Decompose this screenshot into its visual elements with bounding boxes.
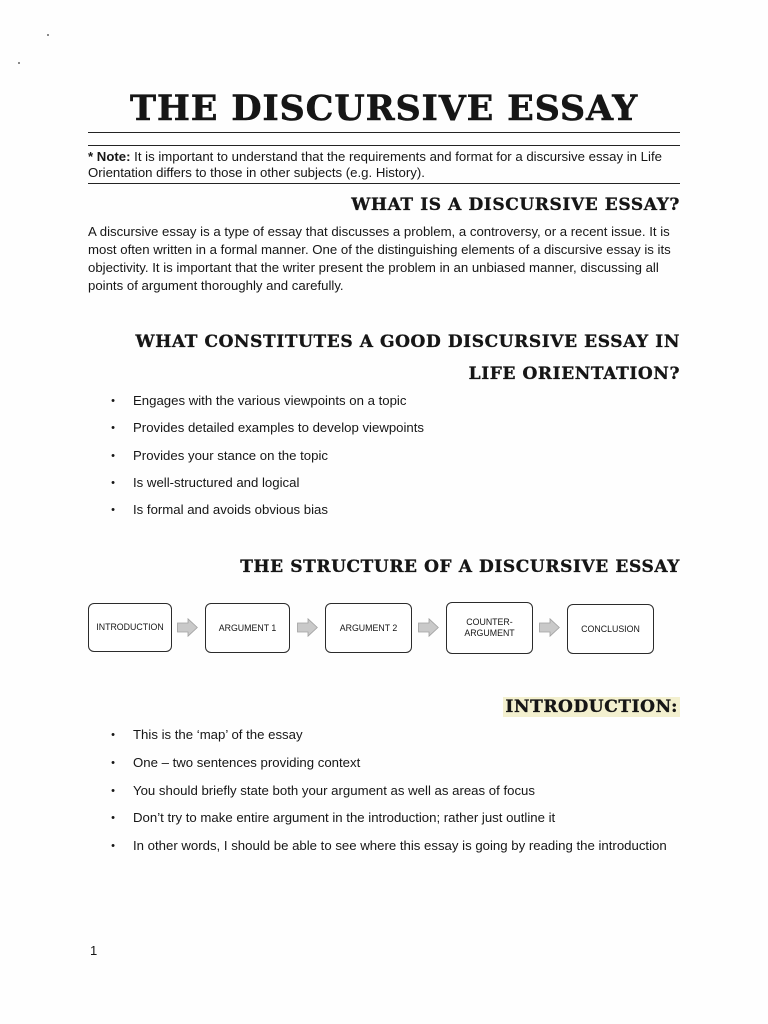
list-item — [0, 837, 768, 865]
right-arrow-icon — [418, 618, 439, 637]
list-item — [0, 782, 768, 810]
bullet-marker — [109, 447, 117, 465]
criteria-list — [0, 392, 768, 528]
list-item-text: You should briefly state both your argument as well as areas of focus — [133, 782, 535, 798]
flow-step-label: ARGUMENT 1 — [218, 622, 277, 633]
list-item — [0, 809, 768, 837]
flow-step-label: CONCLUSION — [581, 623, 640, 634]
flow-step-label: ARGUMENT 2 — [339, 622, 398, 633]
right-arrow-icon — [539, 618, 560, 637]
list-item — [0, 501, 768, 528]
page-number: 1 — [90, 943, 98, 958]
note-text: Orientation differs to those in other subjects (e.g. History). — [88, 165, 425, 180]
list-item — [0, 474, 768, 501]
list-item-text: Is formal and avoids obvious bias — [133, 502, 328, 517]
scan-speck — [47, 34, 49, 36]
note-rule — [88, 183, 680, 184]
section-heading-continued: LIFE ORIENTATION? — [468, 364, 680, 384]
bullet-marker — [109, 501, 117, 519]
scan-speck — [18, 62, 20, 64]
right-arrow-icon — [177, 618, 198, 637]
section-heading: THE STRUCTURE OF A DISCURSIVE ESSAY — [240, 557, 680, 577]
flow-step-argument-2 — [325, 603, 412, 653]
flow-step-label: COUNTER- — [466, 617, 513, 627]
page-title: THE DISCURSIVE ESSAY — [130, 88, 638, 129]
bullet-marker — [109, 726, 117, 744]
list-item — [0, 419, 768, 446]
list-item-text: Provides your stance on the topic — [133, 447, 328, 463]
note-label: * Note: — [88, 149, 131, 164]
bullet-marker — [109, 419, 117, 437]
flow-step-introduction — [88, 603, 172, 652]
right-arrow-icon — [297, 618, 318, 637]
paragraph-line: most often written in a formal manner. One of the distinguishing elements of a discursive essay is its — [88, 242, 671, 257]
title-rule-bottom — [88, 145, 680, 146]
list-item — [0, 726, 768, 754]
title-rule-top — [88, 132, 680, 133]
list-item — [0, 447, 768, 474]
list-item-text: One – two sentences providing context — [133, 754, 361, 770]
bullet-marker — [109, 809, 117, 827]
list-item-text: This is the ‘map’ of the essay — [133, 727, 303, 742]
flow-step-argument-1 — [205, 603, 290, 653]
note-line — [88, 149, 662, 165]
bullet-marker — [109, 782, 117, 800]
bullet-marker — [109, 392, 117, 410]
flow-step-label: INTRODUCTION — [96, 622, 164, 632]
list-item-text: Is well-structured and logical — [133, 474, 300, 490]
flow-step-conclusion — [567, 604, 654, 654]
definition-paragraph — [88, 223, 671, 295]
bullet-marker — [109, 837, 117, 855]
list-item — [0, 754, 768, 782]
note-text: It is important to understand that the requirements and format for a discursive essay in Life — [134, 149, 662, 164]
bullet-marker — [109, 754, 117, 772]
list-item-text: In other words, I should be able to see where this essay is going by reading the introduction — [133, 838, 667, 853]
paragraph-line: points of argument thoroughly and carefully. — [88, 278, 344, 293]
list-item-text: Don’t try to make entire argument in the introduction; rather just outline it — [133, 810, 556, 826]
section-heading — [503, 697, 680, 717]
list-item-text: Engages with the various viewpoints on a topic — [133, 393, 407, 408]
section-heading: WHAT IS A DISCURSIVE ESSAY? — [351, 195, 680, 215]
list-item — [0, 392, 768, 419]
flow-step-label: ARGUMENT — [464, 628, 515, 638]
section-heading: WHAT CONSTITUTES A GOOD DISCURSIVE ESSAY IN — [135, 332, 680, 352]
paragraph-line: A discursive essay is a type of essay that discusses a problem, a controversy, or a recent issue. It is — [88, 224, 670, 239]
bullet-marker — [109, 474, 117, 492]
paragraph-line: objectivity. It is important that the writer present the problem in an unbiased manner, discussing all — [88, 260, 659, 275]
highlighted-heading-text: INTRODUCTION: — [505, 697, 678, 717]
flow-step-counter-argument — [446, 602, 533, 654]
introduction-list — [0, 726, 768, 865]
list-item-text: Provides detailed examples to develop viewpoints — [133, 420, 425, 436]
note-line — [88, 165, 425, 181]
